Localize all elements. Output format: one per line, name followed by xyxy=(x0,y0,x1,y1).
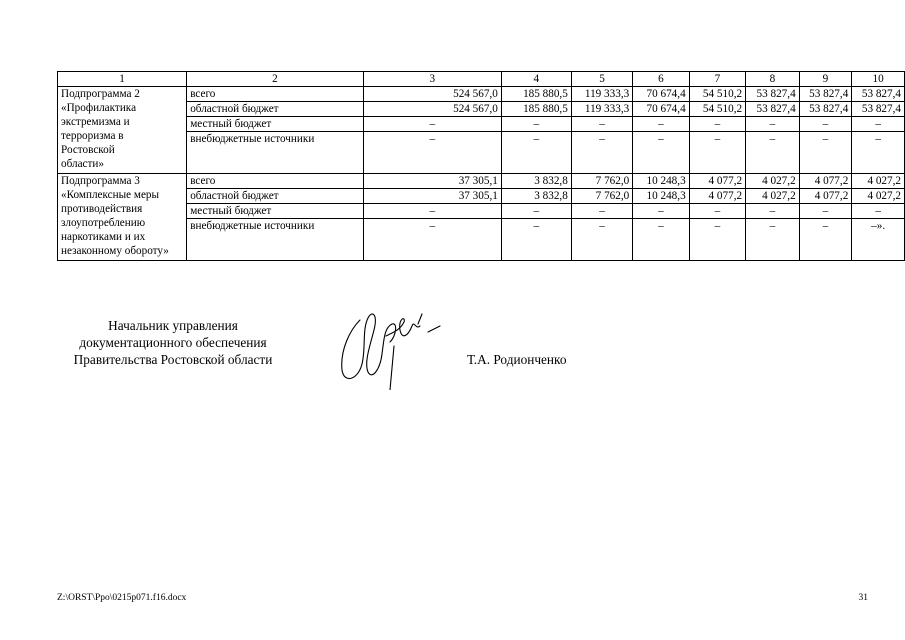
program-title-line: «Комплексные меры xyxy=(61,189,160,201)
table-row xyxy=(58,87,905,102)
funding-source-label: областной бюджет xyxy=(187,102,364,117)
footer-file-path: Z:\ORST\Ppo\0215p071.f16.docx xyxy=(57,593,187,603)
value-cell: – xyxy=(799,132,852,174)
column-header: 8 xyxy=(746,72,800,87)
signer-name: Т.А. Родионченко xyxy=(467,352,567,367)
value-cell: 10 248,3 xyxy=(633,189,689,204)
program-title-line: области» xyxy=(61,158,104,170)
value-cell: 4 027,2 xyxy=(852,189,905,204)
position-line: Начальник управления xyxy=(108,318,238,333)
value-cell: 53 827,4 xyxy=(852,102,905,117)
value-cell: – xyxy=(689,117,745,132)
program-title-line: Подпрограмма 3 xyxy=(61,175,140,187)
value-cell: – xyxy=(633,204,689,219)
value-cell: – xyxy=(363,204,501,219)
value-cell: 185 880,5 xyxy=(501,102,571,117)
value-cell: – xyxy=(799,117,852,132)
value-cell: – xyxy=(852,204,905,219)
value-cell: 119 333,3 xyxy=(571,102,632,117)
value-cell: – xyxy=(689,204,745,219)
value-cell: 4 077,2 xyxy=(689,189,745,204)
value-cell: – xyxy=(501,219,571,261)
column-header: 2 xyxy=(187,72,364,87)
value-cell: – xyxy=(571,132,632,174)
value-cell: 119 333,3 xyxy=(571,87,632,102)
value-cell: 185 880,5 xyxy=(501,87,571,102)
value-cell: – xyxy=(363,132,501,174)
funding-source-label: внебюджетные источники xyxy=(187,132,364,174)
value-cell: – xyxy=(746,204,800,219)
column-header: 5 xyxy=(571,72,632,87)
value-cell: – xyxy=(363,219,501,261)
value-cell: 4 077,2 xyxy=(799,174,852,189)
value-cell: 4 077,2 xyxy=(689,174,745,189)
table-row xyxy=(58,174,905,189)
value-cell: 524 567,0 xyxy=(363,102,501,117)
value-cell: 54 510,2 xyxy=(689,87,745,102)
column-header: 1 xyxy=(58,72,187,87)
value-cell: 4 077,2 xyxy=(799,189,852,204)
funding-source-label: областной бюджет xyxy=(187,189,364,204)
funding-source-label: местный бюджет xyxy=(187,117,364,132)
program-title-line: экстремизма и xyxy=(61,116,130,128)
value-cell: 53 827,4 xyxy=(799,87,852,102)
value-cell: 524 567,0 xyxy=(363,87,501,102)
program-title-line: Ростовской xyxy=(61,144,115,156)
value-cell: – xyxy=(852,132,905,174)
value-cell: 37 305,1 xyxy=(363,189,501,204)
value-cell: – xyxy=(363,117,501,132)
program-title-line: наркотиками и их xyxy=(61,231,146,243)
program-title-line: противодействия xyxy=(61,203,143,215)
column-header: 6 xyxy=(633,72,689,87)
value-cell: 53 827,4 xyxy=(746,87,800,102)
handwritten-signature xyxy=(328,300,448,390)
program-title-line: «Профилактика xyxy=(61,102,137,114)
value-cell: – xyxy=(746,219,800,261)
funding-source-label: местный бюджет xyxy=(187,204,364,219)
program-title-line: незаконному обороту» xyxy=(61,245,169,257)
value-cell: 53 827,4 xyxy=(799,102,852,117)
value-cell: – xyxy=(571,219,632,261)
value-cell: 7 762,0 xyxy=(571,189,632,204)
value-cell: 53 827,4 xyxy=(746,102,800,117)
value-cell: 54 510,2 xyxy=(689,102,745,117)
funding-source-label: внебюджетные источники xyxy=(187,219,364,261)
page-number: 31 xyxy=(858,593,868,603)
column-header: 3 xyxy=(363,72,501,87)
value-cell: 70 674,4 xyxy=(633,87,689,102)
value-cell: – xyxy=(746,117,800,132)
column-header: 4 xyxy=(501,72,571,87)
value-cell: – xyxy=(571,117,632,132)
table-body xyxy=(58,87,905,261)
table-header-row xyxy=(58,72,905,87)
value-cell: 3 832,8 xyxy=(501,174,571,189)
value-cell: 7 762,0 xyxy=(571,174,632,189)
funding-source-label: всего xyxy=(187,87,364,102)
value-cell: – xyxy=(571,204,632,219)
value-cell: – xyxy=(799,204,852,219)
value-cell: 53 827,4 xyxy=(852,87,905,102)
program-title-cell xyxy=(58,174,187,261)
value-cell: – xyxy=(501,132,571,174)
value-cell: 70 674,4 xyxy=(633,102,689,117)
column-header: 7 xyxy=(689,72,745,87)
budget-table xyxy=(57,71,905,261)
value-cell: – xyxy=(633,219,689,261)
value-cell: 4 027,2 xyxy=(852,174,905,189)
position-line: Правительства Ростовской области xyxy=(73,352,273,367)
column-header: 9 xyxy=(799,72,852,87)
position-line: документационного обеспечения xyxy=(79,335,267,350)
program-title-line: злоупотреблению xyxy=(61,217,146,229)
value-cell: – xyxy=(501,117,571,132)
value-cell: – xyxy=(689,219,745,261)
value-cell: – xyxy=(633,117,689,132)
program-title-line: Подпрограмма 2 xyxy=(61,88,140,100)
value-cell: 37 305,1 xyxy=(363,174,501,189)
column-header: 10 xyxy=(852,72,905,87)
value-cell: 10 248,3 xyxy=(633,174,689,189)
program-title-line: терроризма в xyxy=(61,130,124,142)
value-cell: 3 832,8 xyxy=(501,189,571,204)
value-cell: – xyxy=(633,132,689,174)
value-cell: – xyxy=(689,132,745,174)
value-cell: – xyxy=(501,204,571,219)
signature-position-title xyxy=(57,317,289,368)
value-cell: – xyxy=(799,219,852,261)
program-title-cell xyxy=(58,87,187,174)
value-cell: 4 027,2 xyxy=(746,189,800,204)
value-cell: 4 027,2 xyxy=(746,174,800,189)
funding-source-label: всего xyxy=(187,174,364,189)
value-cell: –». xyxy=(852,219,905,261)
value-cell: – xyxy=(746,132,800,174)
value-cell: – xyxy=(852,117,905,132)
